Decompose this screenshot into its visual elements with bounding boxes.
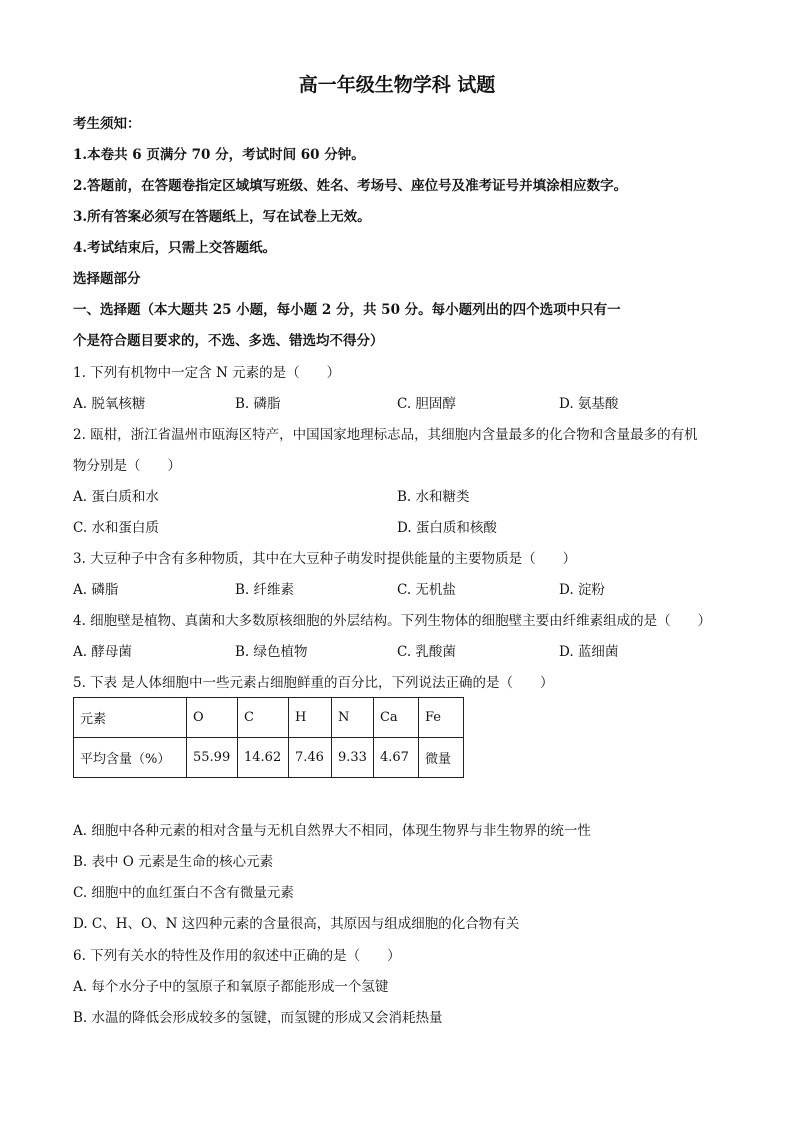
option-b: B. 水温的降低会形成较多的氢键，而氢键的形成又会消耗热量 [73, 1010, 443, 1026]
table-row [74, 738, 464, 778]
option-b: B. 绿色植物 [235, 644, 308, 660]
question-stem: 1. 下列有机物中一定含 N 元素的是（ ） [73, 365, 341, 381]
option-b: B. 水和糖类 [397, 489, 470, 505]
option-a: A. 每个水分子中的氢原子和氧原子都能形成一个氢键 [73, 979, 389, 995]
page-title: 高一年级生物学科 试题 [298, 74, 496, 96]
option-a: A. 脱氧核糖 [73, 396, 146, 412]
option-b: B. 磷脂 [235, 396, 281, 412]
option-c: C. 乳酸菌 [397, 644, 456, 660]
option-c: C. 水和蛋白质 [73, 520, 159, 536]
section-label: 选择题部分 [73, 271, 141, 287]
question-stem: 6. 下列有关水的特性及作用的叙述中正确的是（ ） [73, 948, 401, 964]
table-cell: 14.62 [238, 738, 289, 778]
question-stem: 3. 大豆种子中含有多种物质，其中在大豆种子萌发时提供能量的主要物质是（ ） [73, 551, 577, 567]
option-a: A. 细胞中各种元素的相对含量与无机自然界大不相同，体现生物界与非生物界的统一性 [73, 823, 591, 839]
notice-item: 3.所有答案必须写在答题纸上，写在试卷上无效。 [73, 209, 371, 225]
option-b: B. 表中 O 元素是生命的核心元素 [73, 854, 274, 870]
table-cell: H [289, 698, 332, 738]
element-content-table [73, 697, 464, 778]
table-cell: Fe [418, 698, 463, 738]
question-stem: 5. 下表 是人体细胞中一些元素占细胞鲜重的百分比，下列说法正确的是（ ） [73, 675, 554, 691]
table-cell: O [187, 698, 238, 738]
table-cell: 4.67 [373, 738, 418, 778]
table-cell: 7.46 [289, 738, 332, 778]
option-a: A. 酵母菌 [73, 644, 132, 660]
notice-item: 4.考试结束后，只需上交答题纸。 [73, 240, 277, 256]
section-instructions: 个是符合题目要求的，不选、多选、错选均不得分） [73, 333, 384, 349]
option-a: A. 蛋白质和水 [73, 489, 159, 505]
table-cell: Ca [373, 698, 418, 738]
option-d: D. 蓝细菌 [559, 644, 619, 660]
table-cell: 元素 [74, 698, 187, 738]
table-cell: C [238, 698, 289, 738]
option-a: A. 磷脂 [73, 582, 119, 598]
option-d: D. 氨基酸 [559, 396, 619, 412]
question-stem: 2. 瓯柑，浙江省温州市瓯海区特产，中国国家地理标志品，其细胞内含量最多的化合物和含量最多的有机 [73, 427, 698, 443]
table-cell: 平均含量（%） [74, 738, 187, 778]
option-d: D. 蛋白质和核酸 [397, 520, 497, 536]
question-stem: 4. 细胞壁是植物、真菌和大多数原核细胞的外层结构。下列生物体的细胞壁主要由纤维素组成的是（ ） [73, 613, 712, 629]
notice-item: 2.答题前，在答题卷指定区域填写班级、姓名、考场号、座位号及准考证号并填涂相应数字。 [73, 178, 628, 194]
option-d: D. C、H、O、N 这四种元素的含量很高，其原因与组成细胞的化合物有关 [73, 916, 520, 932]
option-c: C. 胆固醇 [397, 396, 456, 412]
option-c: C. 无机盐 [397, 582, 456, 598]
option-d: D. 淀粉 [559, 582, 605, 598]
table-cell: 微量 [418, 738, 463, 778]
option-b: B. 纤维素 [235, 582, 295, 598]
table-cell: 55.99 [187, 738, 238, 778]
question-stem-continued: 物分别是（ ） [73, 458, 181, 474]
notice-item: 1.本卷共 6 页满分 70 分，考试时间 60 分钟。 [73, 147, 365, 163]
table-row [74, 698, 464, 738]
option-c: C. 细胞中的血红蛋白不含有微量元素 [73, 885, 294, 901]
section-instructions: 一、选择题（本大题共 25 小题，每小题 2 分，共 50 分。每小题列出的四个选项中只有一 [73, 302, 621, 318]
table-cell: 9.33 [332, 738, 374, 778]
notice-heading: 考生须知： [73, 116, 141, 132]
table-cell: N [332, 698, 374, 738]
